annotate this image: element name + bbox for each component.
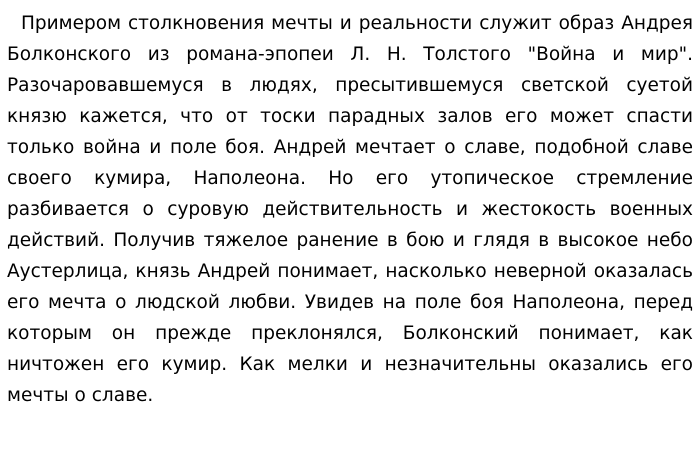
document-page: [7, 8, 693, 411]
essay-paragraph: Примером столкновения мечты и реальности служит образ Андрея Болконского из романа-эпопеи Л. Н. Толстого "Война и мир". Разочаровавшемуся в людях, пресытившемуся светской суетой князю кажется, что от тоски парадных залов его может спасти только война и поле боя. Андрей мечтает о славе, подобной славе своего кумира, Наполеона. Но его утопическое стремление разбивается о суровую действительность и жестокость военных действий. Получив тяжелое ранение в бою и глядя в высокое небо Аустерлица, князь Андрей понимает, насколько неверной оказалась его мечта о людской любви. Увидев на поле боя Наполеона, перед которым он прежде преклонялся, Болконский понимает, как ничтожен его кумир. Как мелки и незначительны оказались его мечты о славе.: [7, 13, 693, 406]
